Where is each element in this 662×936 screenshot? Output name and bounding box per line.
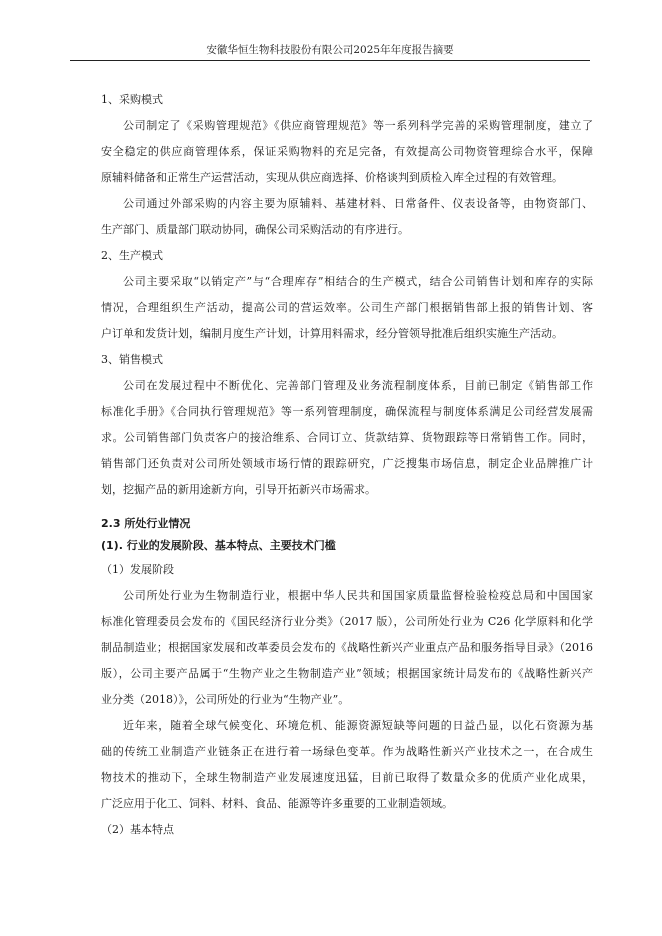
stage-heading: （1）发展阶段 <box>101 563 174 576</box>
paragraph-line: 公司在发展过程中不断优化、完善部门管理及业务流程制度体系，目前已制定《销售部工作 <box>123 379 593 392</box>
section-heading-sales: 3、销售模式 <box>101 353 163 366</box>
section-heading-production: 2、生产模式 <box>101 249 163 262</box>
features-heading: （2）基本特点 <box>101 823 174 836</box>
section-heading-industry: 2.3 所处行业情况 <box>101 517 191 530</box>
paragraph-line: 业分类（2018）》，公司所处的行业为“生物产业”。 <box>101 693 350 706</box>
paragraph-line: 版），公司主要产品属于“生物产业之生物制造产业”领域；根据国家统计局发布的《战略性新兴产 <box>101 667 593 680</box>
paragraph-line: 公司通过外部采购的内容主要为原辅料、基建材料、日常备件、仪表设备等，由物资部门、 <box>123 197 593 210</box>
paragraph-line: 标准化管理委员会发布的《国民经济行业分类》（2017 版），公司所处行业为 C26 化学原料和化学 <box>101 615 593 628</box>
paragraph-line: 公司制定了《采购管理规范》《供应商管理规范》等一系列科学完善的采购管理制度，建立了 <box>123 119 593 132</box>
paragraph-line: 安全稳定的供应商管理体系，保证采购物料的充足完备，有效提高公司物资管理综合水平，保障 <box>101 145 593 158</box>
paragraph-line: 标准化手册》《合同执行管理规范》等一系列管理制度，确保流程与制度体系满足公司经营发展需 <box>101 405 593 418</box>
paragraph-line: 求。公司销售部门负责客户的接洽维系、合同订立、货款结算、货物跟踪等日常销售工作。同时， <box>101 431 593 444</box>
subsection-heading: (1). 行业的发展阶段、基本特点、主要技术门槛 <box>101 539 336 552</box>
paragraph-line: 础的传统工业制造产业链条正在进行着一场绿色变革。作为战略性新兴产业技术之一，在合成生 <box>101 745 593 758</box>
paragraph-line: 户订单和发货计划，编制月度生产计划，计算用料需求，经分管领导批准后组织实施生产活动。 <box>101 327 563 340</box>
page-header: 安徽华恒生物科技股份有限公司2025年年度报告摘要 <box>70 40 590 61</box>
paragraph-line: 公司所处行业为生物制造行业，根据中华人民共和国国家质量监督检验检疫总局和中国国家 <box>123 589 593 602</box>
paragraph-line: 近年来，随着全球气候变化、环境危机、能源资源短缺等问题的日益凸显，以化石资源为基 <box>123 719 593 732</box>
paragraph-line: 划，挖掘产品的新用途新方向，引导开拓新兴市场需求。 <box>101 483 376 496</box>
paragraph-line: 物技术的推动下，全球生物制造产业发展速度迅猛，目前已取得了数量众多的优质产业化成果， <box>101 771 593 784</box>
paragraph-line: 销售部门还负责对公司所处领域市场行情的跟踪研究，广泛搜集市场信息，制定企业品牌推广计 <box>101 457 593 470</box>
document-body <box>101 87 593 843</box>
section-heading-procurement: 1、采购模式 <box>101 93 163 106</box>
paragraph-line: 情况，合理组织生产活动，提高公司的营运效率。公司生产部门根据销售部上报的销售计划、客 <box>101 301 593 314</box>
paragraph-line: 制品制造业；根据国家发展和改革委员会发布的《战略性新兴产业重点产品和服务指导目录》（2016 <box>101 641 593 654</box>
paragraph-line: 公司主要采取“以销定产”与“合理库存”相结合的生产模式，结合公司销售计划和库存的实际 <box>123 275 593 288</box>
paragraph-line: 原辅料储备和正常生产运营活动，实现从供应商选择、价格谈判到质检入库全过程的有效管理。 <box>101 171 563 184</box>
paragraph-line: 广泛应用于化工、饲料、材料、食品、能源等许多重要的工业制造领域。 <box>101 797 453 810</box>
paragraph-line: 生产部门、质量部门联动协同，确保公司采购活动的有序进行。 <box>101 223 409 236</box>
